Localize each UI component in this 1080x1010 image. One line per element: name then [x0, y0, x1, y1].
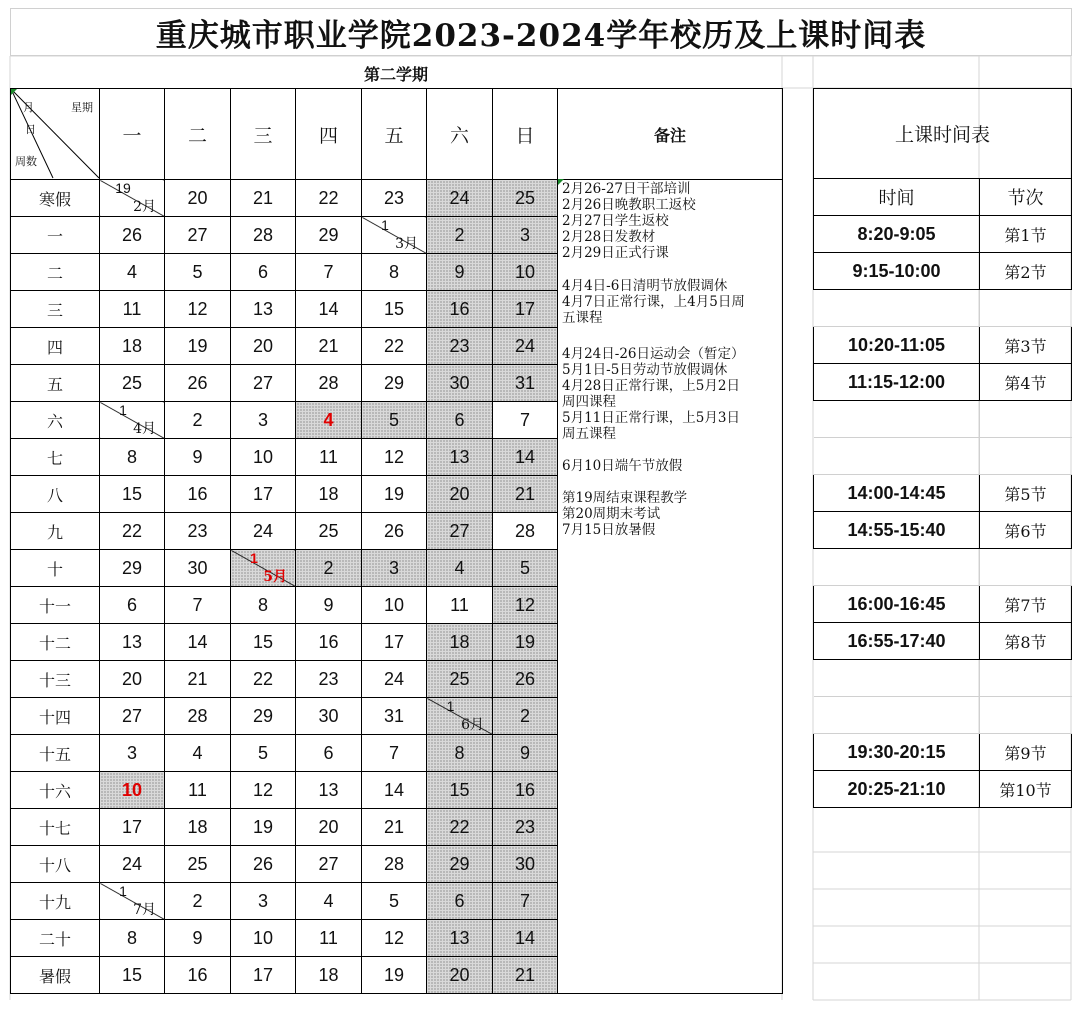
corner-weeknum-label: 周数: [15, 155, 37, 168]
week-label: 十四: [11, 698, 100, 735]
day-cell: 22: [362, 328, 427, 365]
day-cell: 26: [362, 513, 427, 550]
day-cell: 12: [231, 772, 296, 809]
day-cell: 5: [362, 883, 427, 920]
schedule-period: 第4节: [980, 364, 1072, 401]
day-cell: 14: [493, 920, 558, 957]
day-cell: [100, 883, 165, 920]
day-cell: 29: [296, 217, 362, 254]
note-line: 6月10日端午节放假: [562, 458, 683, 474]
day-cell: 25: [296, 513, 362, 550]
day-cell: 24: [231, 513, 296, 550]
note-line: 5月11日正常行课，上5月3日: [562, 410, 740, 426]
day-cell: 13: [427, 439, 493, 476]
day-cell: 4: [296, 402, 362, 439]
day-cell: 10: [493, 254, 558, 291]
weekday-header-mon: 一: [100, 89, 165, 180]
note-line: 第19周结束课程教学: [562, 490, 688, 506]
day-cell: 30: [493, 846, 558, 883]
day-cell: 30: [296, 698, 362, 735]
day-cell: 7: [493, 402, 558, 439]
month-label: 5月: [263, 569, 287, 585]
day-cell: 14: [362, 772, 427, 809]
day-cell: 12: [493, 587, 558, 624]
schedule-row: [814, 512, 1072, 549]
day-cell: 15: [100, 957, 165, 994]
week-label: 六: [11, 402, 100, 439]
day-cell: 28: [231, 217, 296, 254]
schedule-row: [814, 327, 1072, 364]
schedule-period-header: 节次: [980, 179, 1072, 216]
schedule-row: [814, 771, 1072, 808]
day-cell: 27: [165, 217, 231, 254]
schedule-break-row: [814, 697, 1072, 734]
note-line: 2月26-27日干部培训: [562, 181, 691, 197]
schedule-row: [814, 253, 1072, 290]
day-cell: 2: [427, 217, 493, 254]
schedule-time: 8:20-9:05: [814, 216, 980, 253]
day-cell: 4: [165, 735, 231, 772]
day-cell: 18: [165, 809, 231, 846]
cell-comment-marker: [558, 179, 564, 185]
schedule-period: 第1节: [980, 216, 1072, 253]
note-line: 2月28日发教材: [562, 229, 656, 245]
day-cell: 22: [231, 661, 296, 698]
day-cell: 27: [296, 846, 362, 883]
corner-day-label: 日: [25, 123, 36, 136]
day-cell: 30: [165, 550, 231, 587]
weekday-header-tue: 二: [165, 89, 231, 180]
note-spacer: [562, 474, 780, 490]
schedule-row: [814, 364, 1072, 401]
day-cell: 5: [493, 550, 558, 587]
week-label: 四: [11, 328, 100, 365]
schedule-break-row: [814, 401, 1072, 438]
day-cell: 17: [100, 809, 165, 846]
day-cell: 21: [493, 957, 558, 994]
day-cell: 9: [427, 254, 493, 291]
week-label: 十: [11, 550, 100, 587]
day-cell: 6: [427, 883, 493, 920]
schedule-period: [980, 697, 1072, 734]
notes-block: [562, 181, 780, 538]
day-cell: 27: [231, 365, 296, 402]
schedule-time: 20:25-21:10: [814, 771, 980, 808]
weekday-header-sun: 日: [493, 89, 558, 180]
month-label: 3月: [395, 236, 418, 252]
day-number: 1: [119, 402, 127, 418]
day-cell: 24: [362, 661, 427, 698]
day-cell: 11: [296, 920, 362, 957]
day-cell: 6: [296, 735, 362, 772]
day-cell: 21: [296, 328, 362, 365]
note-line: 4月24日-26日运动会（暂定）: [562, 346, 745, 362]
schedule-row: [814, 586, 1072, 623]
day-cell: 12: [165, 291, 231, 328]
note-line: 五课程: [562, 310, 603, 326]
day-cell: 25: [493, 180, 558, 217]
day-cell: 16: [165, 957, 231, 994]
day-cell: 5: [362, 402, 427, 439]
schedule-break-row: [814, 290, 1072, 327]
day-cell: [100, 402, 165, 439]
week-label: 十二: [11, 624, 100, 661]
day-cell: 6: [427, 402, 493, 439]
schedule-period: [980, 401, 1072, 438]
day-cell: 25: [165, 846, 231, 883]
day-cell: 28: [493, 513, 558, 550]
page-title: 重庆城市职业学院2023-2024学年校历及上课时间表: [10, 8, 1072, 56]
day-cell: 9: [165, 439, 231, 476]
month-label: 7月: [133, 902, 156, 918]
day-cell: 21: [362, 809, 427, 846]
day-cell: 22: [296, 180, 362, 217]
schedule-period: 第5节: [980, 475, 1072, 512]
day-cell: 3: [100, 735, 165, 772]
note-line: 2月26日晚教职工返校: [562, 197, 696, 213]
day-cell: 11: [296, 439, 362, 476]
note-line: 2月27日学生返校: [562, 213, 669, 229]
week-label: 暑假: [11, 957, 100, 994]
note-line: 2月29日正式行课: [562, 245, 669, 261]
schedule-period: 第9节: [980, 734, 1072, 771]
weekday-header-wed: 三: [231, 89, 296, 180]
day-cell: 4: [100, 254, 165, 291]
day-cell: 27: [427, 513, 493, 550]
calendar-week-row: [11, 180, 783, 217]
schedule-time: 11:15-12:00: [814, 364, 980, 401]
calendar-body: [11, 180, 783, 994]
note-line: 第20周期末考试: [562, 506, 661, 522]
day-cell: 9: [165, 920, 231, 957]
day-cell: 6: [231, 254, 296, 291]
corner-weekday-label: 星期: [71, 101, 93, 114]
note-line: 5月1日-5日劳动节放假调休: [562, 362, 728, 378]
cell-comment-marker: [11, 89, 17, 95]
schedule-period: 第2节: [980, 253, 1072, 290]
day-cell: 19: [493, 624, 558, 661]
day-cell: 8: [362, 254, 427, 291]
day-cell: 20: [427, 476, 493, 513]
schedule-row: [814, 734, 1072, 771]
day-cell: 11: [427, 587, 493, 624]
note-line: 周五课程: [562, 426, 616, 442]
week-label: 十三: [11, 661, 100, 698]
day-cell: 7: [165, 587, 231, 624]
day-cell: 12: [362, 920, 427, 957]
day-cell: 16: [296, 624, 362, 661]
schedule-time: [814, 290, 980, 327]
day-cell: 13: [296, 772, 362, 809]
schedule-time: 14:55-15:40: [814, 512, 980, 549]
day-cell: [100, 180, 165, 217]
week-label: 十五: [11, 735, 100, 772]
note-line: 4月7日正常行课，上4月5日周: [562, 294, 745, 310]
schedule-period: 第6节: [980, 512, 1072, 549]
day-cell: 26: [100, 217, 165, 254]
week-label: 十九: [11, 883, 100, 920]
week-label: 七: [11, 439, 100, 476]
schedule-period: 第7节: [980, 586, 1072, 623]
day-cell: [231, 550, 296, 587]
day-cell: 7: [296, 254, 362, 291]
schedule-time: 10:20-11:05: [814, 327, 980, 364]
day-cell: 30: [427, 365, 493, 402]
day-cell: 26: [165, 365, 231, 402]
note-line: 7月15日放暑假: [562, 522, 656, 538]
day-cell: 7: [362, 735, 427, 772]
day-number: 1: [119, 883, 127, 899]
week-label: 二十: [11, 920, 100, 957]
schedule-time: 19:30-20:15: [814, 734, 980, 771]
day-cell: 15: [100, 476, 165, 513]
calendar-table: [10, 88, 783, 994]
day-cell: 20: [231, 328, 296, 365]
day-cell: 29: [427, 846, 493, 883]
schedule-break-row: [814, 660, 1072, 697]
day-cell: 3: [231, 402, 296, 439]
week-label: 十六: [11, 772, 100, 809]
day-cell: 24: [427, 180, 493, 217]
schedule-row: [814, 216, 1072, 253]
weekday-header-sat: 六: [427, 89, 493, 180]
day-cell: 20: [427, 957, 493, 994]
day-cell: 19: [231, 809, 296, 846]
day-cell: 5: [231, 735, 296, 772]
day-cell: 8: [231, 587, 296, 624]
note-line: 4月28日正常行课，上5月2日: [562, 378, 740, 394]
schedule-row: [814, 475, 1072, 512]
weekday-header-fri: 五: [362, 89, 427, 180]
day-cell: 23: [165, 513, 231, 550]
day-cell: 29: [231, 698, 296, 735]
day-cell: 21: [493, 476, 558, 513]
week-label: 五: [11, 365, 100, 402]
day-cell: 24: [493, 328, 558, 365]
day-cell: 31: [362, 698, 427, 735]
schedule-time-header: 时间: [814, 179, 980, 216]
week-label: 十七: [11, 809, 100, 846]
day-cell: 22: [100, 513, 165, 550]
day-cell: 3: [231, 883, 296, 920]
day-cell: 27: [100, 698, 165, 735]
schedule-time: 9:15-10:00: [814, 253, 980, 290]
schedule-time: [814, 438, 980, 475]
schedule-time: 16:55-17:40: [814, 623, 980, 660]
day-cell: 17: [493, 291, 558, 328]
day-cell: 8: [427, 735, 493, 772]
day-cell: 29: [100, 550, 165, 587]
month-label: 6月: [461, 717, 484, 733]
week-label: 一: [11, 217, 100, 254]
day-cell: 3: [362, 550, 427, 587]
week-label: 八: [11, 476, 100, 513]
schedule-period: [980, 660, 1072, 697]
schedule-title: 上课时间表: [814, 89, 1072, 179]
schedule-time: [814, 401, 980, 438]
day-cell: 26: [231, 846, 296, 883]
week-label: 三: [11, 291, 100, 328]
day-number: 1: [250, 550, 258, 566]
day-cell: 18: [296, 476, 362, 513]
day-cell: 29: [362, 365, 427, 402]
day-cell: 25: [100, 365, 165, 402]
day-cell: 10: [231, 439, 296, 476]
day-cell: 4: [427, 550, 493, 587]
corner-header: [11, 89, 100, 180]
day-cell: 19: [362, 476, 427, 513]
day-cell: 28: [165, 698, 231, 735]
day-cell: 13: [427, 920, 493, 957]
day-cell: 13: [231, 291, 296, 328]
schedule-time: 16:00-16:45: [814, 586, 980, 623]
month-label: 4月: [133, 421, 156, 437]
day-cell: 11: [165, 772, 231, 809]
schedule-header-row: [814, 179, 1072, 216]
week-label: 二: [11, 254, 100, 291]
day-cell: 23: [427, 328, 493, 365]
schedule-period: [980, 290, 1072, 327]
schedule-period: 第10节: [980, 771, 1072, 808]
day-cell: 8: [100, 920, 165, 957]
day-cell: 17: [231, 957, 296, 994]
day-cell: 2: [493, 698, 558, 735]
schedule-row: [814, 623, 1072, 660]
day-cell: 14: [165, 624, 231, 661]
week-label: 寒假: [11, 180, 100, 217]
day-cell: 19: [362, 957, 427, 994]
day-cell: 9: [493, 735, 558, 772]
day-cell: 16: [493, 772, 558, 809]
day-cell: 31: [493, 365, 558, 402]
day-cell: 23: [296, 661, 362, 698]
day-cell: 28: [296, 365, 362, 402]
day-cell: 20: [296, 809, 362, 846]
day-cell: 17: [362, 624, 427, 661]
schedule-time: [814, 697, 980, 734]
day-cell: 10: [231, 920, 296, 957]
day-cell: 5: [165, 254, 231, 291]
note-spacer: [562, 442, 780, 458]
day-cell: 20: [100, 661, 165, 698]
day-cell: 7: [493, 883, 558, 920]
schedule-title-row: [814, 89, 1072, 179]
day-cell: 23: [493, 809, 558, 846]
schedule-period: 第3节: [980, 327, 1072, 364]
day-number: 1: [446, 698, 455, 714]
semester-label: 第二学期: [363, 64, 428, 84]
day-cell: [427, 698, 493, 735]
day-cell: 26: [493, 661, 558, 698]
day-cell: 8: [100, 439, 165, 476]
day-number: 19: [115, 180, 131, 196]
day-cell: 2: [296, 550, 362, 587]
day-cell: 15: [231, 624, 296, 661]
day-cell: 15: [427, 772, 493, 809]
schedule-break-row: [814, 438, 1072, 475]
day-cell: 25: [427, 661, 493, 698]
calendar-header-row: [11, 89, 783, 180]
day-cell: 21: [231, 180, 296, 217]
day-cell: 9: [296, 587, 362, 624]
schedule-time: [814, 549, 980, 586]
day-cell: 19: [165, 328, 231, 365]
day-cell: 21: [165, 661, 231, 698]
schedule-period: [980, 438, 1072, 475]
day-cell: 12: [362, 439, 427, 476]
weekday-header-thu: 四: [296, 89, 362, 180]
class-schedule-table: [813, 88, 1072, 808]
schedule-break-row: [814, 549, 1072, 586]
schedule-period: 第8节: [980, 623, 1072, 660]
notes-header: 备注: [558, 89, 783, 180]
day-cell: 15: [362, 291, 427, 328]
day-cell: 4: [296, 883, 362, 920]
day-cell: 18: [296, 957, 362, 994]
day-cell: 2: [165, 402, 231, 439]
day-cell: 16: [165, 476, 231, 513]
day-cell: 10: [100, 772, 165, 809]
day-cell: 28: [362, 846, 427, 883]
day-cell: 18: [427, 624, 493, 661]
day-cell: 20: [165, 180, 231, 217]
day-cell: 24: [100, 846, 165, 883]
month-label: 2月: [133, 199, 156, 215]
day-cell: 16: [427, 291, 493, 328]
corner-month-label: 月: [23, 101, 34, 114]
week-label: 九: [11, 513, 100, 550]
day-cell: 14: [493, 439, 558, 476]
day-cell: 14: [296, 291, 362, 328]
schedule-period: [980, 549, 1072, 586]
note-line: 周四课程: [562, 394, 616, 410]
week-label: 十八: [11, 846, 100, 883]
note-line: 4月4日-6日清明节放假调休: [562, 278, 728, 294]
note-spacer: [562, 261, 780, 278]
schedule-time: [814, 660, 980, 697]
day-cell: [362, 217, 427, 254]
notes-cell: [558, 180, 783, 994]
week-label: 十一: [11, 587, 100, 624]
note-spacer: [562, 326, 780, 346]
day-cell: 17: [231, 476, 296, 513]
day-cell: 11: [100, 291, 165, 328]
day-number: 1: [381, 217, 389, 233]
day-cell: 23: [362, 180, 427, 217]
day-cell: 6: [100, 587, 165, 624]
day-cell: 10: [362, 587, 427, 624]
day-cell: 2: [165, 883, 231, 920]
day-cell: 3: [493, 217, 558, 254]
day-cell: 18: [100, 328, 165, 365]
schedule-time: 14:00-14:45: [814, 475, 980, 512]
day-cell: 13: [100, 624, 165, 661]
day-cell: 22: [427, 809, 493, 846]
schedule-body: [814, 89, 1072, 808]
